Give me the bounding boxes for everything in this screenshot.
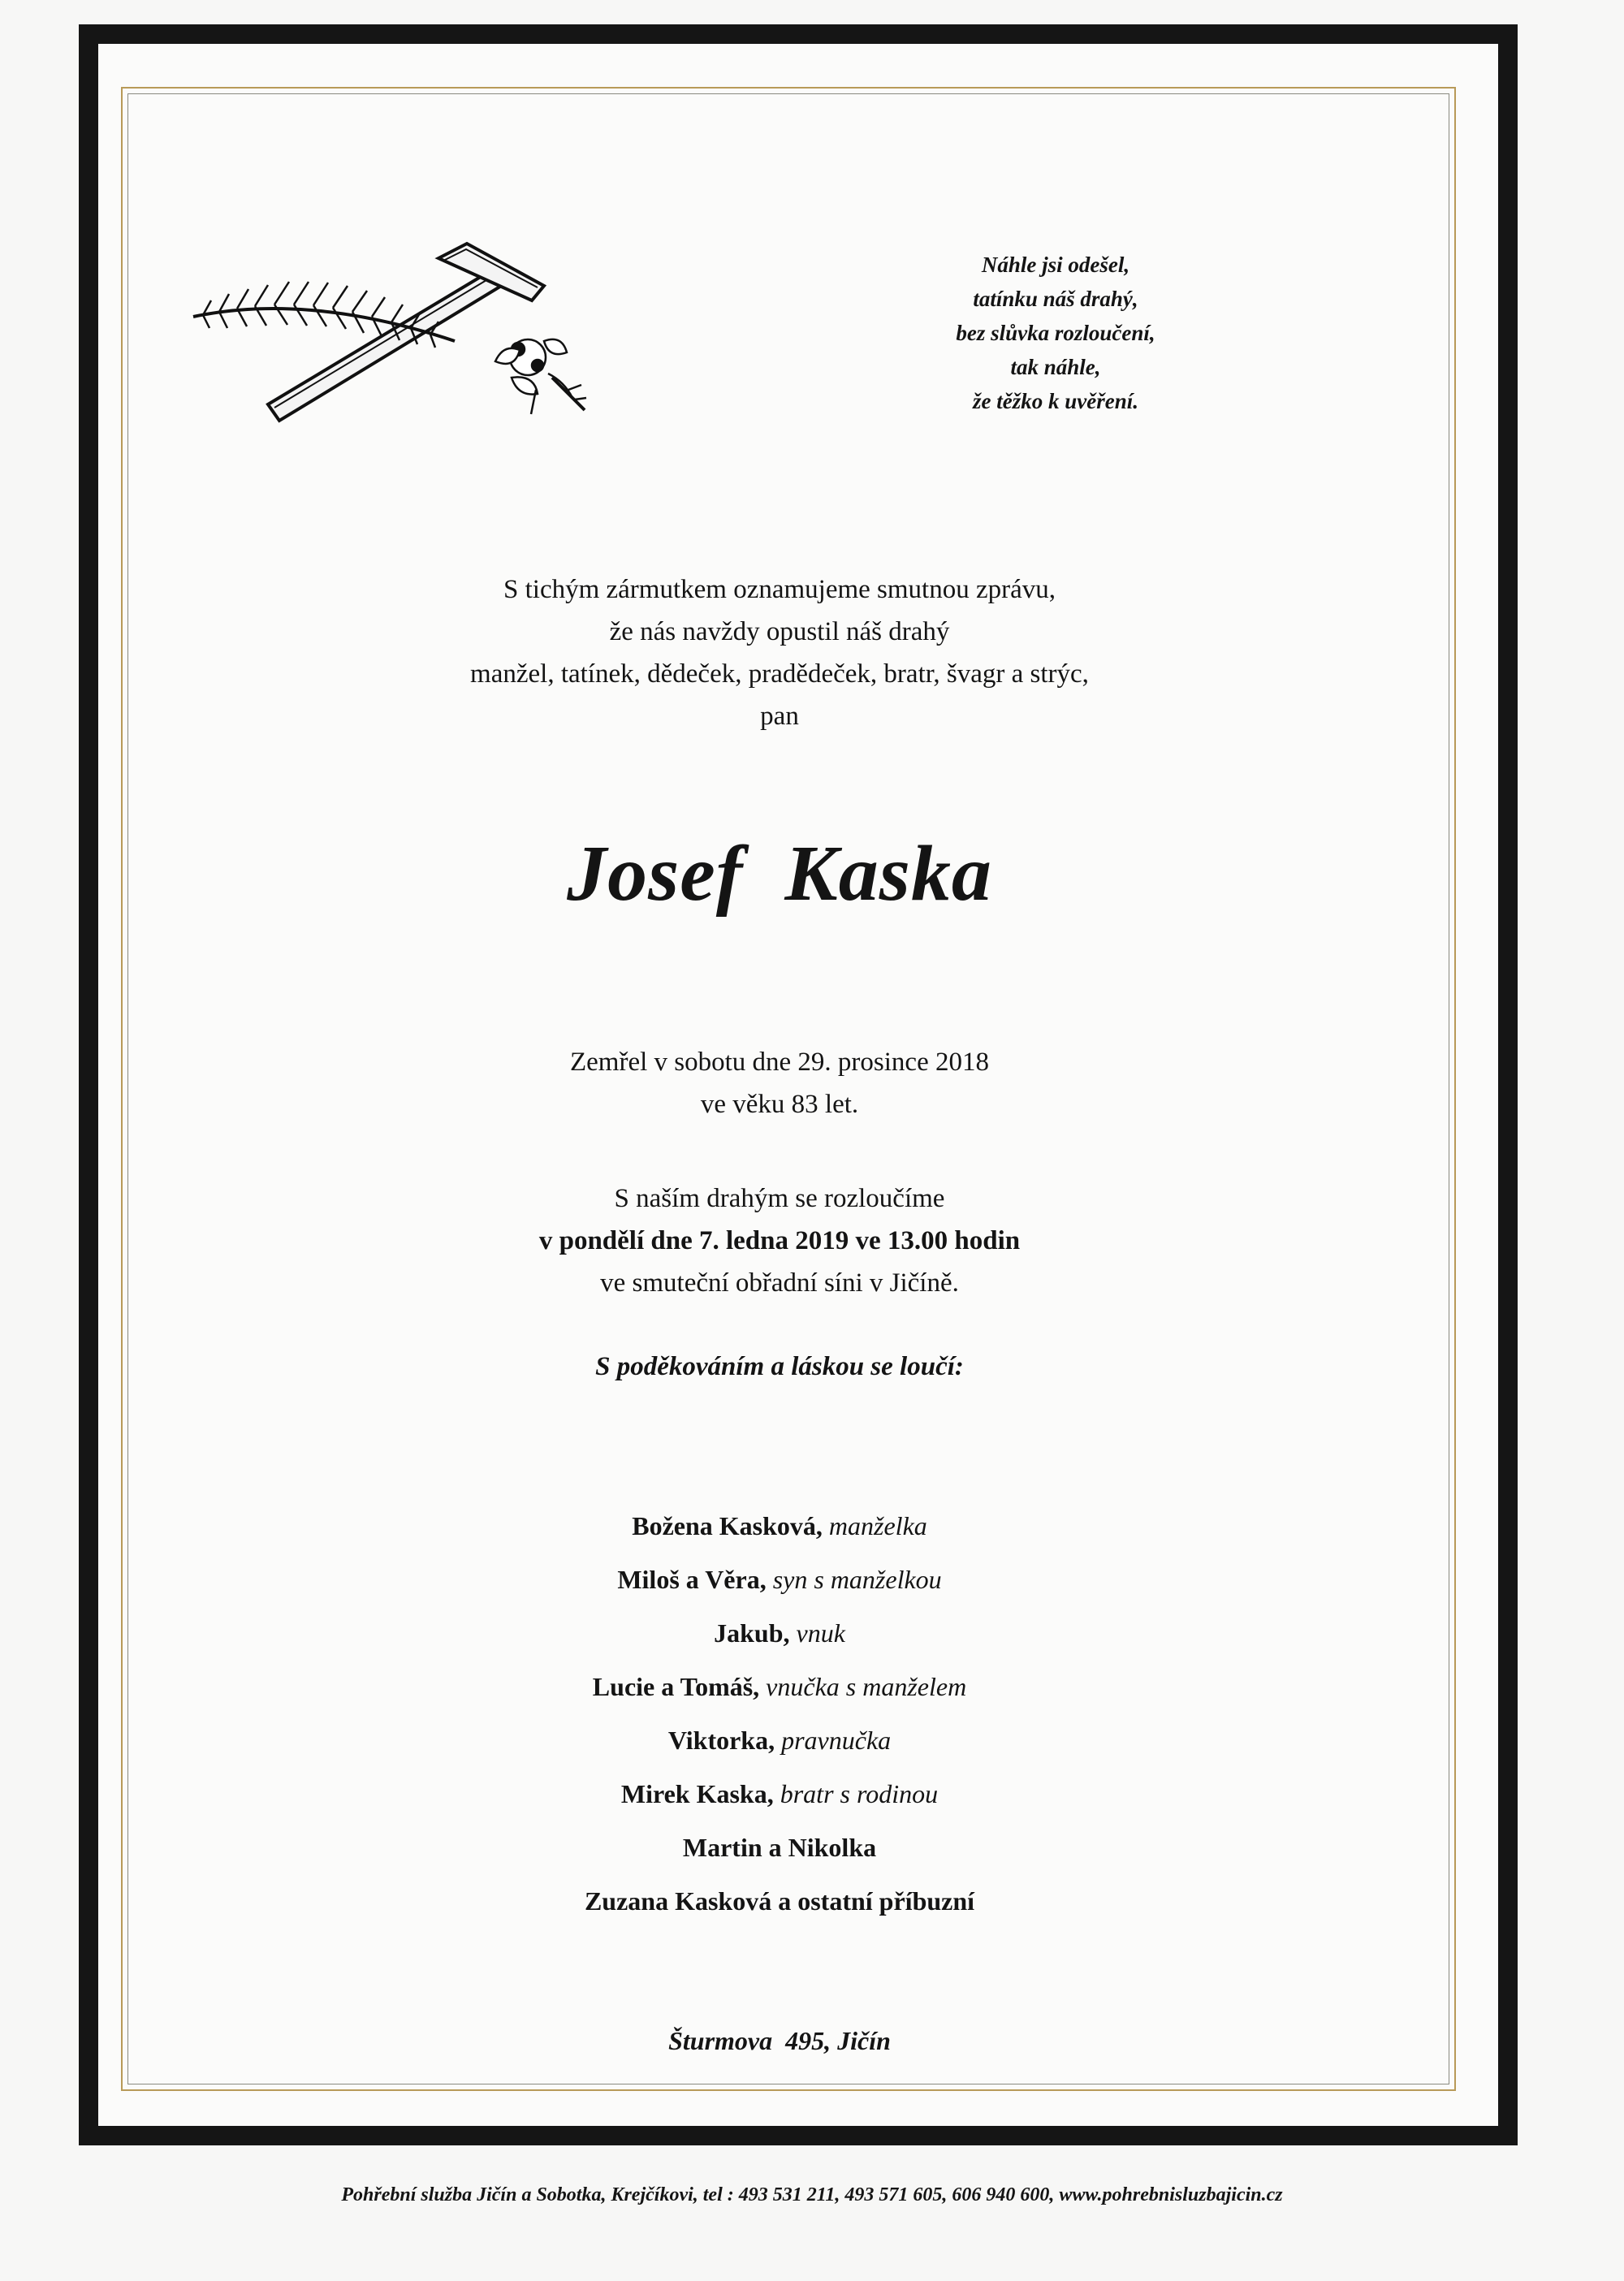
mourner-row: [325, 1499, 1234, 1553]
mourner-relation: bratr s rodinou: [780, 1779, 939, 1808]
mourners-list: [325, 1499, 1234, 1928]
poem-line: Náhle jsi odešel,: [981, 253, 1130, 277]
age-line: ve věku 83 let.: [700, 1090, 859, 1119]
mourner-row: [325, 1874, 1234, 1928]
funeral-place-line: ve smuteční obřadní síni v Jičíně.: [600, 1268, 959, 1298]
mourner-name: Božena Kasková,: [632, 1511, 823, 1540]
farewell-heading: S poděkováním a láskou se loučí:: [595, 1352, 964, 1381]
deceased-name: Josef Kaska: [567, 830, 992, 918]
funeral-service-footer: Pohřební služba Jičín a Sobotka, Krejčíkovi, tel : 493 531 211, 493 571 605, 606 940 600, www.pohrebnisluzbajicin.cz: [341, 2184, 1283, 2205]
cross-with-palm-and-flowers-icon: [187, 219, 641, 447]
mourner-row: [325, 1821, 1234, 1874]
intro-line: manžel, tatínek, dědeček, pradědeček, bratr, švagr a strýc,: [470, 659, 1089, 689]
death-info: [325, 1041, 1234, 1125]
poem-line: že těžko k uvěření.: [973, 389, 1138, 413]
family-address: Šturmova 495, Jičín: [668, 2026, 891, 2055]
mourner-name: Zuzana Kasková a ostatní příbuzní: [584, 1886, 975, 1916]
mourner-row: [325, 1767, 1234, 1821]
mourner-relation: vnučka s manželem: [766, 1672, 967, 1701]
intro-line: že nás navždy opustil náš drahý: [609, 617, 950, 646]
mourner-row: [325, 1606, 1234, 1660]
mourner-name: Viktorka,: [667, 1726, 775, 1755]
funeral-intro-line: S naším drahým se rozloučíme: [614, 1184, 945, 1213]
poem-line: tak náhle,: [1010, 355, 1101, 379]
poem-verse: [893, 248, 1218, 418]
mourner-relation: manželka: [828, 1511, 927, 1540]
poem-line: bez slůvka rozloučení,: [956, 321, 1155, 345]
mourner-relation: syn s manželkou: [772, 1565, 942, 1594]
mourner-row: [325, 1713, 1234, 1767]
mourner-row: [325, 1553, 1234, 1606]
mourner-name: Martin a Nikolka: [682, 1833, 877, 1862]
poem-line: tatínku náš drahý,: [973, 287, 1138, 311]
mourner-name: Mirek Kaska,: [620, 1779, 774, 1808]
death-date-line: Zemřel v sobotu dne 29. prosince 2018: [570, 1048, 989, 1077]
intro-line: pan: [760, 702, 799, 731]
mourner-name: Miloš a Věra,: [617, 1565, 767, 1594]
announcement-intro: [325, 568, 1234, 737]
funeral-info: [325, 1177, 1234, 1304]
funeral-date-line: v pondělí dne 7. ledna 2019 ve 13.00 hodin: [538, 1226, 1021, 1255]
mourner-row: [325, 1660, 1234, 1713]
mourner-name: Lucie a Tomáš,: [592, 1672, 760, 1701]
intro-line: S tichým zármutkem oznamujeme smutnou zprávu,: [503, 575, 1056, 604]
mourner-relation: pravnučka: [781, 1726, 892, 1755]
mourner-name: Jakub,: [714, 1618, 790, 1648]
mourner-relation: vnuk: [796, 1618, 845, 1648]
